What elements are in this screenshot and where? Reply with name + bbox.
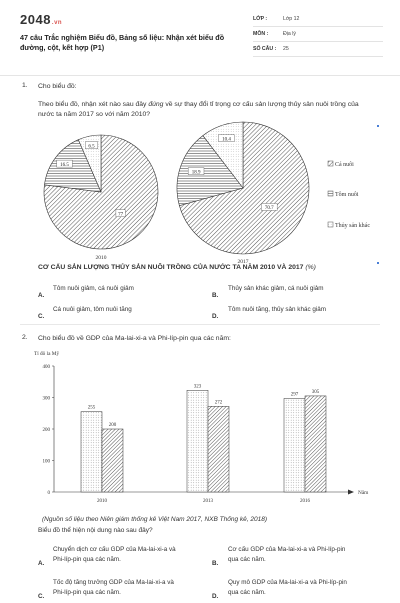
legend-swatch: [328, 222, 333, 227]
bar-chart: [20, 344, 380, 514]
option-c[interactable]: [38, 585, 44, 603]
option-line: Chuyển dịch cơ cấu GDP của Ma-lai-xi-a và: [53, 546, 176, 553]
pie-2017: [177, 122, 309, 254]
bar-value-label: 272: [214, 400, 223, 406]
option-d-text[interactable]: [228, 578, 347, 597]
option-letter: C.: [38, 593, 45, 600]
pie-chart-title-text: CƠ CẤU SẢN LƯỢNG THỦY SẢN NUÔI TRỒNG CỦA NƯỚC TA NĂM 2010 VÀ 2017: [38, 264, 304, 271]
blue-marker: [377, 262, 379, 264]
option-b-text[interactable]: Thủy sản khác giảm, cá nuôi giảm: [228, 285, 324, 292]
x-axis-label: Năm: [358, 490, 369, 496]
bar: [208, 406, 229, 492]
y-tick-label: 300: [42, 396, 50, 402]
y-tick-label: 200: [42, 427, 50, 433]
logo-text: 2048: [20, 12, 51, 27]
bar: [305, 396, 326, 492]
option-line: Quy mô GDP của Ma-lai-xi-a và Phi-líp-pin: [228, 579, 347, 586]
slice-label: 6.5: [88, 144, 95, 150]
meta-key: LỚP :: [253, 16, 268, 22]
x-tick-label: 2010: [97, 499, 107, 504]
bar: [102, 429, 123, 492]
pie-chart-title: [38, 264, 316, 271]
slice-label: 18.9: [191, 170, 201, 176]
option-line: Phi-líp-pin qua các năm.: [53, 588, 121, 596]
option-line: qua các năm.: [228, 588, 266, 596]
slice-label: 77: [118, 212, 124, 218]
option-letter: A.: [38, 560, 45, 567]
option-letter: B.: [212, 560, 219, 567]
pie-chart: [20, 118, 390, 268]
bar-value-label: 200: [108, 423, 117, 428]
option-b[interactable]: [212, 284, 218, 302]
option-b-text[interactable]: [228, 545, 345, 564]
bar: [187, 390, 208, 492]
option-d[interactable]: [212, 305, 218, 323]
y-tick-label: 400: [42, 364, 50, 370]
meta-count: [253, 42, 383, 57]
option-line: Phi-líp-pin qua các năm.: [53, 555, 121, 563]
question-2-text: Biểu đồ thể hiện nội dung nào sau đây?: [38, 527, 153, 534]
option-d-text[interactable]: Tôm nuôi tăng, thủy sản khác giảm: [228, 306, 327, 313]
question-1-number: 1.: [22, 82, 28, 89]
option-a[interactable]: [38, 284, 44, 302]
option-letter: D.: [212, 593, 219, 600]
meta-value: Lớp 12: [283, 16, 300, 22]
question-1-text: [38, 100, 373, 120]
y-tick-label: 0: [47, 490, 50, 496]
option-line: qua các năm.: [228, 555, 266, 563]
question-2-number: 2.: [22, 334, 28, 341]
option-d[interactable]: [212, 585, 218, 603]
legend-label: Thủy sản khác: [335, 223, 370, 229]
question-1-text-a: Theo biểu đồ, nhận xét nào sau đây: [38, 101, 149, 108]
option-letter: A.: [38, 292, 45, 299]
option-a-text[interactable]: [53, 545, 176, 564]
question-1-text-em: đúng: [148, 101, 164, 108]
option-c-text[interactable]: [53, 578, 174, 597]
meta-value: Địa lý: [283, 31, 296, 37]
bar-value-label: 305: [311, 389, 320, 395]
option-letter: D.: [212, 313, 219, 320]
legend-swatch: [328, 161, 333, 166]
option-letter: C.: [38, 313, 45, 320]
x-axis-arrow: [348, 490, 354, 495]
y-axis-label: Tỉ đô la Mỹ: [34, 351, 60, 357]
question-1-intro: Cho biểu đồ:: [38, 83, 77, 90]
option-line: Tốc độ tăng trưởng GDP của Ma-lai-xi-a và: [53, 579, 174, 586]
slice-label: 70.7: [264, 206, 274, 212]
option-c-text[interactable]: Cá nuôi giảm, tôm nuôi tăng: [53, 306, 132, 313]
pie-2010-label: 2010: [95, 255, 107, 261]
bar: [284, 398, 305, 492]
option-line: Cơ cấu GDP của Ma-lai-xi-a và Phi-líp-pin: [228, 546, 346, 553]
pie-chart-unit: (%): [305, 264, 316, 271]
x-tick-label: 2016: [300, 499, 310, 504]
pie-2010: [44, 135, 158, 249]
legend-swatch: [328, 191, 333, 196]
y-ticks: [43, 365, 55, 496]
logo-suffix: .vn: [51, 20, 63, 26]
option-letter: B.: [212, 292, 219, 299]
legend-label: Tôm nuôi: [335, 192, 359, 198]
document-title: 47 câu Trắc nghiệm Biểu đồ, Bảng số liệu: Nhận xét biểu đồ đường, cột, kết hợp (P1): [20, 33, 225, 52]
bar-value-label: 323: [193, 384, 202, 390]
x-categories: [97, 499, 311, 504]
meta-value: 25: [283, 46, 289, 52]
option-a-text[interactable]: Tôm nuôi giảm, cá nuôi giảm: [53, 285, 134, 292]
bar-series: [81, 390, 326, 492]
option-c[interactable]: [38, 305, 44, 323]
legend-label: Cá nuôi: [335, 162, 354, 168]
site-logo[interactable]: [20, 12, 62, 27]
y-tick-label: 100: [42, 459, 50, 465]
bar-value-label: 255: [87, 405, 96, 411]
bar-value-label: 297: [290, 392, 299, 398]
pie-legend: [328, 161, 370, 229]
bar: [81, 412, 102, 492]
question-1-text-b: về sự thay đổi tỉ trọng cơ cấu sản lượng thủy sản nuôi trồng của nước ta năm 2017 so với năm 2010?: [38, 101, 359, 118]
question-2-intro: Cho biểu đồ về GDP của Ma-lai-xi-a và Phi-líp-pin qua các năm:: [38, 335, 231, 342]
meta-key: MÔN :: [253, 31, 269, 37]
x-tick-label: 2013: [203, 499, 213, 504]
meta-subject: [253, 27, 383, 42]
meta-grade: [253, 12, 383, 27]
question-divider: [20, 324, 380, 325]
header-divider: [0, 75, 400, 76]
option-b[interactable]: [212, 552, 218, 570]
slice-label: 16.5: [60, 162, 69, 168]
slice-label: 10.4: [222, 137, 231, 143]
meta-key: SỐ CÂU :: [253, 46, 277, 52]
pie-2017-label: 2017: [237, 259, 249, 265]
source-note: (Nguồn số liệu theo Niên giám thống kê Việt Nam 2017, NXB Thống kê, 2018): [42, 516, 267, 523]
option-a[interactable]: [38, 552, 44, 570]
